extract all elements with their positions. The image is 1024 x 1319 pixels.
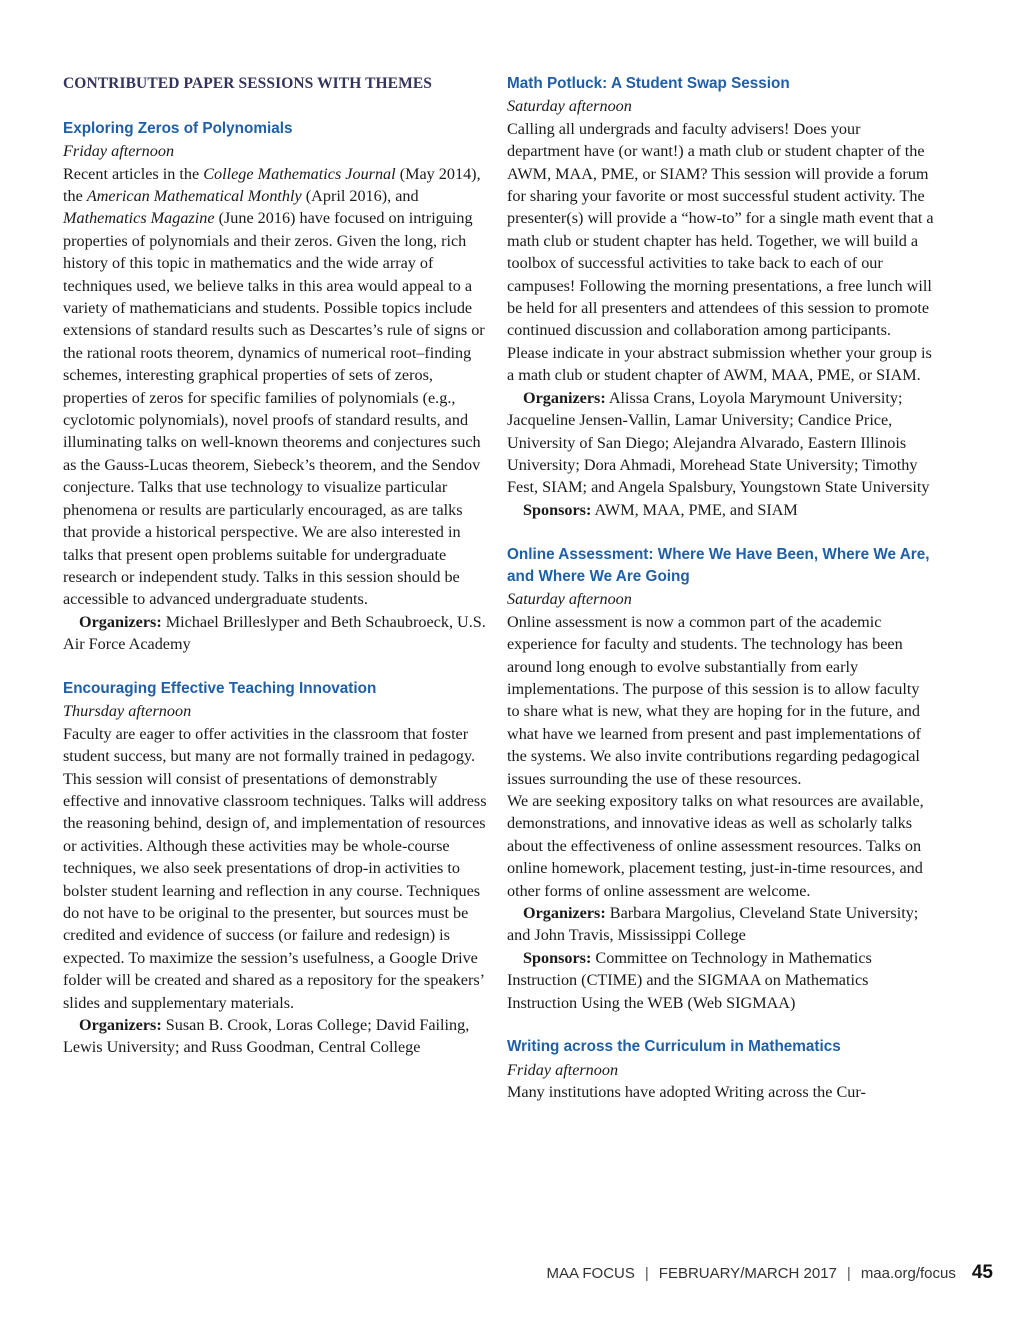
sponsors-text: Committee on Technology in Mathematics Instruction (CTIME) and the SIGMAA on Mathematics Instruction Using the WEB (Web SIGMAA) [507,948,872,1012]
session-description: Many institutions have adopted Writing across the Cur- [507,1083,866,1102]
journal-title: Mathematics Magazine [63,209,215,228]
session-time: Friday afternoon [63,142,175,161]
right-column [507,73,935,1104]
text: (June 2016) have focused on intriguing properties of polynomials and their zeros. Given the long, rich history of this topic in mathematics and the wide array of techniques used, we believe talks in this area would appeal to a variety of mathematicians and students. Possible topics include extensions of standard results such as Descartes’s rule of signs or the rational roots theorem, dynamics of numerical root–finding schemes, interesting graphical properties of sets of zeros, properties of zeros for specific families of polynomials (e.g., cyclotomic polynomials), novel proofs of standard results, and illuminating talks on well-known theorems and conjectures such as the Gauss-Lucas theorem, Siebeck’s theorem, and the Sendov conjecture. Talks that use technology to visualize particular phenomena or results are particularly encouraged, as are talks that provide a historical perspective. We are also interested in talks that present open problems suitable for undergraduate research or independent study. Talks in this session should be accessible to advanced undergraduate students. [63,209,485,609]
text: (May 2014), the [63,164,481,206]
session-organizers [507,387,935,499]
journal-title: American Mathematical Monthly [86,187,302,206]
session-description: Online assessment is now a common part of the academic experience for faculty and students. The technology has been around long enough to evolve substantially from early implementations. The purpose of this session is to allow faculty to share what is new, what they are hoping for in the future, and what have we learned from present and past implementations of the systems. We also invite contributions regarding pedagogical issues surrounding the use of these resources. [507,612,921,788]
session-exploring-zeros [63,118,488,656]
organizers-label: Organizers: [79,612,162,631]
session-time: Saturday afternoon [507,97,632,116]
organizers-label: Organizers: [79,1016,162,1035]
session-time: Friday afternoon [507,1060,619,1079]
session-online-assessment [507,544,935,1015]
left-column [63,73,488,1059]
session-title: Online Assessment: Where We Have Been, Where We Are, and Where We Are Going [507,545,930,585]
sponsors-text: AWM, MAA, PME, and SIAM [591,500,798,519]
page-number: 45 [971,1262,993,1283]
page-footer [547,1262,993,1284]
session-organizers [63,1014,488,1059]
journal-title: College Mathematics Journal [203,164,396,183]
session-description-2: We are seeking expository talks on what resources are available, demonstrations, and innovative ideas as well as scholarly talks about the effectiveness of online assessment resources. Talks on online homework, placement testing, just-in-time resources, and other forms of online assessment are welcome. [507,791,924,900]
session-organizers [507,902,935,947]
sponsors-label: Sponsors: [523,500,592,519]
session-sponsors [507,947,935,1014]
organizers-text: Michael Brilleslyper and Beth Schaubroeck, U.S. Air Force Academy [63,612,486,654]
session-description: Calling all undergrads and faculty advisers! Does your department have (or want!) a math club or student chapter of the AWM, MAA, PME, or SIAM? This session will provide a forum for sharing your favorite or most successful student activity. The presenter(s) will provide a “how-to” for a single math event that a math club or student chapter has held. Together, we will build a toolbox of successful activities to take back to each of our campuses! Following the morning presentations, a free lunch will be held for all presenters and attendees of this session to promote continued discussion and collaboration among participants. Please indicate in your abstract submission whether your group is a math club or student chapter of AWM, MAA, PME, or SIAM. [507,119,934,385]
session-time: Thursday afternoon [63,702,192,721]
session-title: Math Potluck: A Student Swap Session [507,75,790,92]
session-title: Encouraging Effective Teaching Innovation [63,679,377,697]
session-sponsors [507,499,935,521]
session-writing-across-curriculum [507,1036,935,1103]
issue-date: FEBRUARY/MARCH 2017 [658,1265,837,1282]
text: Recent articles in the [63,164,204,183]
session-time: Saturday afternoon [507,590,632,609]
organizers-label: Organizers: [523,904,606,923]
session-description: Faculty are eager to offer activities in the classroom that foster student success, but many are not formally trained in pedagogy. This session will consist of presentations of demonstrably effective and innovative classroom techniques. Talks will address the reasoning behind, design of, and implementation of resources or activities. Although these activities may be whole-course techniques, we also seek presentations of drop-in activities to bolster student learning and reflection in any course. Techniques do not have to be original to the presenter, but sources must be credited and evidence of success (or failure and redesign) is expected. To maximize the session’s usefulness, a Google Drive folder will be created and shared as a repository for the speakers’ slides and supplementary materials. [63,724,487,1012]
session-math-potluck [507,73,935,521]
organizers-label: Organizers: [523,388,606,407]
footer-separator: | [644,1265,649,1282]
publication-url: maa.org/focus [860,1265,956,1282]
session-title: Exploring Zeros of Polynomials [63,119,293,137]
session-title: Writing across the Curriculum in Mathematics [507,1038,841,1056]
footer-separator: | [846,1265,851,1282]
text: (April 2016), and [301,187,419,206]
section-heading: CONTRIBUTED PAPER SESSIONS WITH THEMES [63,75,433,92]
publication-name: MAA FOCUS [546,1265,635,1282]
session-description [63,163,488,611]
session-teaching-innovation [63,678,488,1059]
organizers-text: Barbara Margolius, Cleveland State University; and John Travis, Mississippi College [507,904,919,945]
session-organizers [63,611,488,656]
organizers-text: Susan B. Crook, Loras College; David Failing, Lewis University; and Russ Goodman, Central College [63,1016,470,1057]
organizers-text: Alissa Crans, Loyola Marymount University; Jacqueline Jensen-Vallin, Lamar University; Candice Price, University of San Diego; Alejandra Alvarado, Eastern Illinois University; Dora Ahmadi, Morehead State University; Timothy Fest, SIAM; and Angela Spalsbury, Youngstown State University [507,388,930,497]
sponsors-label: Sponsors: [523,948,592,967]
